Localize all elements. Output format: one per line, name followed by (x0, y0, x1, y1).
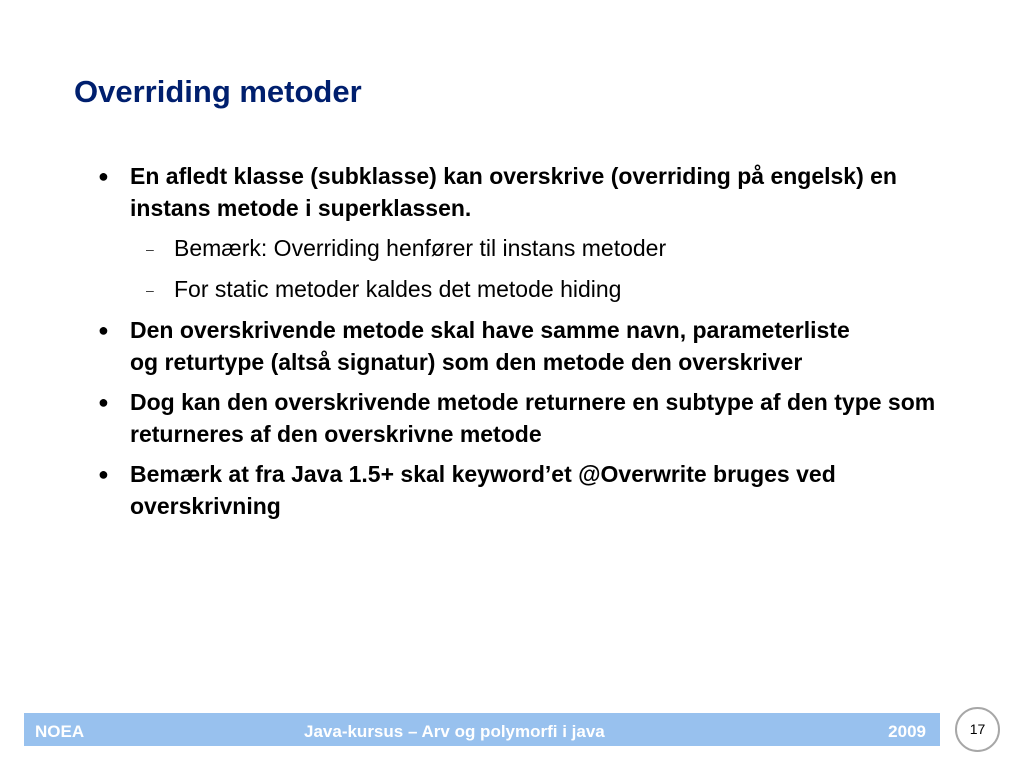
bullet-dot-icon: ● (98, 166, 109, 186)
dash-icon: – (146, 241, 154, 257)
bullet-dot-icon: ● (98, 320, 109, 340)
bullet-item (96, 314, 870, 378)
sub-bullet-item (96, 273, 956, 305)
bullet-text: En afledt klasse (subklasse) kan overskrive (overriding på engelsk) en instans metode i superklassen. (130, 163, 897, 221)
dash-icon: – (146, 282, 154, 298)
bullet-text: Bemærk at fra Java 1.5+ skal keyword’et @Overwrite bruges ved overskrivning (130, 461, 836, 519)
footer-organization: NOEA (35, 722, 85, 741)
footer-bar (24, 713, 940, 746)
bullet-item (96, 160, 930, 224)
slide-content (96, 160, 956, 530)
sub-bullet-item (96, 232, 956, 264)
bullet-item (96, 458, 890, 522)
bullet-dot-icon: ● (98, 392, 109, 412)
sub-bullet-text: Bemærk: Overriding henfører til instans metoder (174, 235, 667, 261)
bullet-dot-icon: ● (98, 464, 109, 484)
footer-course-title: Java-kursus – Arv og polymorfi i java (304, 722, 605, 741)
sub-bullet-text: For static metoder kaldes det metode hiding (174, 276, 622, 302)
bullet-item (96, 386, 980, 450)
slide-title: Overriding metoder (74, 74, 362, 109)
bullet-text: Den overskrivende metode skal have samme navn, parameterliste og returtype (altså signatur) som den metode den overskriver (130, 317, 850, 375)
footer-year: 2009 (888, 722, 926, 741)
bullet-text: Dog kan den overskrivende metode returnere en subtype af den type som returneres af den overskrivne metode (130, 389, 936, 447)
page-number-badge: 17 (955, 707, 1000, 752)
